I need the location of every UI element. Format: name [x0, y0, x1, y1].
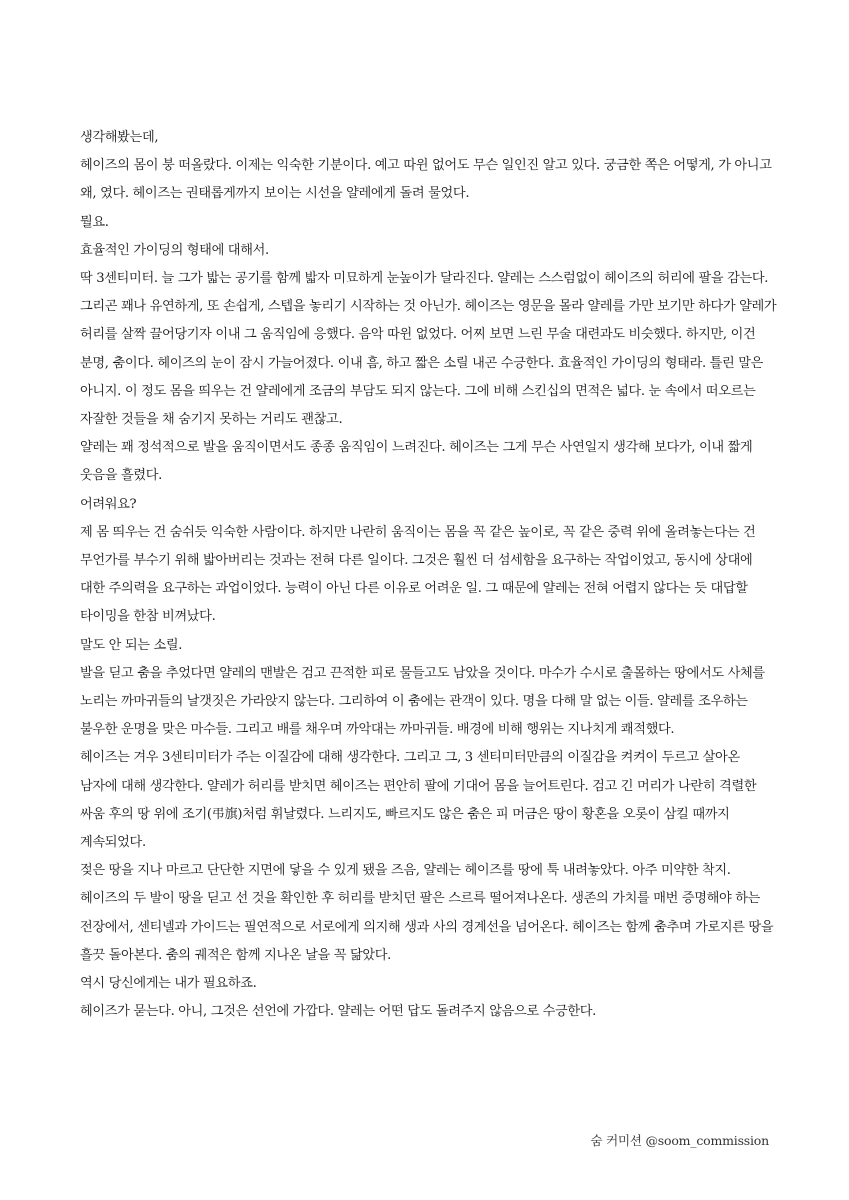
paragraph: 제 몸 띄우는 건 숨쉬듯 익숙한 사람이다. 하지만 나란히 움직이는 몸을 꼭 같은 높이로, 꼭 같은 중력 위에 올려놓는다는 건 무언가를 부수기 위해 밟아버리는 것과는 전혀 다른 일이다. 그것은 훨씬 더 섬세함을 요구하는 작업이었고, 동시에 상대에 대한 주의력을 요구하는 과업이었다. 능력이 아닌 다른 이유로 어려운 일. 그 때문에 얄레는 전혀 어렵지 않다는 듯 대답할 타이밍을 한참 비껴났다.: [80, 524, 756, 625]
paragraph: 역시 당신에게는 내가 필요하죠.: [80, 976, 257, 992]
paragraph: 생각해봤는데,: [80, 130, 159, 145]
paragraph: 헤이즈의 몸이 붕 떠올랐다. 이제는 익숙한 기분이다. 예고 따윈 없어도 무슨 일인진 알고 있다. 궁금한 쪽은 어떻게, 가 아니고 왜, 였다. 헤이즈는 권태롭게까지 보이는 시선을 얄레에게 돌려 물었다.: [80, 158, 772, 202]
paragraph: 뭘요.: [80, 214, 109, 230]
paragraph: 헤이즈는 겨우 3센티미터가 주는 이질감에 대해 생각한다. 그리고 그, 3 센티미터만큼의 이질감을 켜켜이 두르고 살아온 남자에 대해 생각한다. 얄레가 허리를 받치면 헤이즈는 편안히 팔에 기대어 몸을 늘어트린다. 검고 긴 머리가 나란히 격렬한 싸움 후의 땅 위에 조기(弔旗)처럼 휘날렸다. 느리지도, 빠르지도 않은 춤은 피 머금은 땅이 황혼을 오롯이 삼킬 때까지 계속되었다.: [80, 750, 757, 851]
paragraph: 얄레는 꽤 정석적으로 발을 움직이면서도 종종 움직임이 느려진다. 헤이즈는 그게 무슨 사연일지 생각해 보다가, 이내 짧게 웃음을 흘렸다.: [80, 440, 753, 484]
paragraph: 젖은 땅을 지나 마르고 단단한 지면에 닿을 수 있게 됐을 즈음, 얄레는 헤이즈를 땅에 툭 내려놓았다. 아주 미약한 착지. 헤이즈의 두 발이 땅을 딛고 선 것을 확인한 후 허리를 받치던 팔은 스르륵 떨어져나온다. 생존의 가치를 매번 증명해야 하는 전장에서, 센티넬과 가이드는 필연적으로 서로에게 의지해 생과 사의 경계선을 넘어온다. 헤이즈는 함께 춤추며 가로지른 땅을 흘끗 돌아본다. 춤의 궤적은 함께 지나온 날을 꼭 닮았다.: [80, 863, 774, 963]
paragraph: 말도 안 되는 소릴.: [80, 637, 183, 653]
paragraph: 딱 3센티미터. 늘 그가 밟는 공기를 함께 밟자 미묘하게 눈높이가 달라진다. 얄레는 스스럼없이 헤이즈의 허리에 팔을 감는다. 그리곤 꽤나 유연하게, 또 손쉽게, 스텝을 놓리기 시작하는 것 아닌가. 헤이즈는 영문을 몰라 얄레를 가만 보기만 하다가 얄레가 허리를 살짝 끌어당기자 이내 그 움직임에 응했다. 음악 따윈 없었다. 어찌 보면 느린 무술 대련과도 비슷했다. 하지만, 이건 분명, 춤이다. 헤이즈의 눈이 잠시 가늘어졌다. 이내 흠, 하고 짧은 소릴 내곤 수긍한다. 효율적인 가이딩의 형태라. 틀린 말은 아니지. 이 정도 몸을 띄우는 건 얄레에게 조금의 부담도 되지 않는다. 그에 비해 스킨십의 면적은 넓다. 눈 속에서 떠오르는 자잘한 것들을 채 숨기지 못하는 거리도 괜찮고.: [80, 271, 777, 428]
paragraph: 효율적인 가이딩의 형태에 대해서.: [80, 242, 269, 258]
paragraph: 헤이즈가 묻는다. 아니, 그것은 선언에 가깝다. 얄레는 어떤 답도 돌려주지 않음으로 수긍한다.: [80, 1004, 597, 1020]
paragraph: 발을 딛고 춤을 추었다면 얄레의 맨발은 검고 끈적한 피로 물들고도 남았을 것이다. 마수가 수시로 출몰하는 땅에서도 사체를 노리는 까마귀들의 날갯짓은 가라앉지 않는다. 그리하여 이 춤에는 관객이 있다. 명을 다해 말 없는 이들. 얄레를 조우하는 불우한 운명을 맞은 마수들. 그리고 배를 채우며 까악대는 까마귀들. 배경에 비해 행위는 지나치게 쾌적했다.: [80, 665, 765, 738]
paragraph: 어려워요?: [80, 496, 137, 512]
commission-credit: 숨 커미션 @soom_commission: [590, 1133, 769, 1148]
document-body: [80, 124, 780, 1027]
